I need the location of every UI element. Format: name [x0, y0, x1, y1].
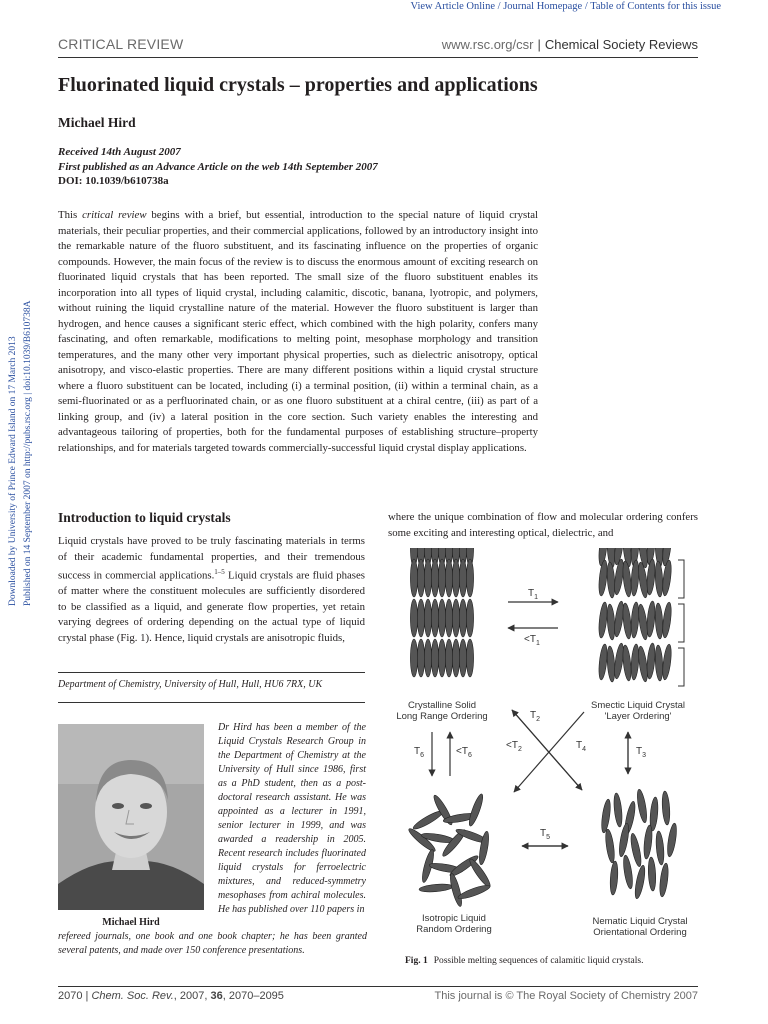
article-author: Michael Hird [58, 115, 136, 130]
nematic-label-2: Orientational Ordering [593, 927, 687, 938]
journal-header [442, 37, 698, 52]
layer-brackets [678, 560, 684, 686]
nematic-illustration [600, 789, 678, 900]
intro-text-a: Liquid crystals have proved to be truly fascinating materials in terms of their academic fundamental properties, and their tremendous success in commercial applications. [58, 535, 365, 582]
footer-volume: 36 [210, 990, 223, 1002]
smectic-label-2: 'Layer Ordering' [604, 711, 672, 722]
section-label: CRITICAL REVIEW [58, 36, 184, 52]
received-date: Received 14th August 2007 [58, 146, 181, 158]
page-number: 2070 [58, 990, 83, 1002]
affiliation: Department of Chemistry, University of Hull, Hull, HU6 7RX, UK [58, 679, 323, 690]
footer-rule [58, 986, 698, 987]
t4-label: $T_4$ [576, 740, 587, 753]
smectic-label-1: Smectic Liquid Crystal [591, 700, 685, 711]
footer-copyright: This journal is © The Royal Society of Chemistry 2007 [434, 990, 698, 1002]
affiliation-rule-bottom [58, 702, 365, 703]
journal-url[interactable]: www.rsc.org/csr [441, 37, 534, 52]
lt6-label: $<T_6$ [456, 746, 472, 759]
author-photo [58, 724, 204, 910]
article-title: Fluorinated liquid crystals – properties and applications [58, 74, 538, 96]
lt2-label: $<T_2$ [506, 740, 522, 753]
link-separator: / [495, 1, 504, 12]
footer-separator: | [85, 990, 89, 1002]
nematic-label-1: Nematic Liquid Crystal [592, 916, 688, 927]
header-rule [58, 57, 698, 58]
author-bio: Dr Hird has been a member of the Liquid Crystals Research Group in the Department of Chemistry at the University of Hull since 1986, first as a PhD student, then as a post-doctoral research assistant. He was appointed as a lecturer in 1991, senior lecturer in 1999, and was awarded a readership in 2005. Recent research includes fluorinated liquid crystals for ferroelectric mixtures, and reduced-symmetry mesophases from achiral molecules. He has published over 110 papers in [218, 722, 366, 915]
doi[interactable]: DOI: 10.1039/b610738a [58, 175, 169, 187]
crystalline-label-2: Long Range Ordering [396, 711, 488, 722]
figure-caption [405, 956, 643, 966]
link-separator: / [582, 1, 591, 12]
abstract-emphasis: critical review [82, 209, 147, 221]
top-links [411, 1, 722, 12]
t3-label: $T_3$ [636, 746, 647, 759]
abstract-text: begins with a brief, but essential, introduction to the special nature of liquid crystal materials, their peculiar properties, and their commercial applications, followed by an introductory insight into the remarkable nature of the fluoro substituent, and its fascinating influence on the properties of organic compounds. However, the main focus of the review is to discuss the enormous amount of exciting research on fluorinated liquid crystals that has been reported. The small size of the fluoro substituent enables its incorporation into all types of liquid crystal, including calamitic, discotic, banana, lyotropic, and polymers, without ruining the liquid crystalline nature of the material. However the fluoro substituent is larger than hydrogen, and hence causes a significant steric effect, which combined with the high polarity, confers many fascinating, and often remarkable, modifications to melting point, mesophase morphology and transition temperatures, and the many other very important physical properties, such as dielectric anisotropy, optical anisotropy, and visco-elastic properties. There are many different positions within a liquid crystal structure where a fluoro substituent can be located, including (i) a terminal position, (ii) within a terminal chain, as a semi-fluorinated or as a perfluorinated chain, or as one fluoro substituent at a chiral centre, (iii) as part of a linking group, and (iv) a lateral position in the core section. Such variety enables the interesting and advantageous tailoring of properties, both for the fundamental purposes of establishing structure–property relationships, and for materials targeted towards commercially-successful liquid crystal display applications. [58, 209, 538, 454]
intro-text [58, 534, 365, 646]
journal-home-link[interactable]: Journal Homepage [503, 1, 583, 12]
affiliation-rule-top [58, 672, 365, 673]
header-separator: | [537, 37, 541, 52]
crystalline-solid-illustration [410, 548, 473, 677]
intro-ref[interactable]: 1–5 [214, 568, 225, 576]
footer-journal: Chem. Soc. Rev. [91, 990, 174, 1002]
figure-1 [388, 548, 700, 950]
intro-continued: where the unique combination of flow and molecular ordering confers some exciting and interesting optical, dielectric, and [388, 511, 698, 539]
figure-label: Fig. 1 [405, 956, 428, 966]
t6-label: $T_6$ [414, 746, 425, 759]
toc-link[interactable]: Table of Contents for this issue [590, 1, 721, 12]
footer-year: , 2007, [173, 990, 211, 1002]
t2-label: $T_2$ [530, 710, 541, 723]
author-bio-continued: refereed journals, one book and one book chapter; he has been granted several patents, and made over 150 conference presentations. [58, 931, 367, 956]
footer-pages: , 2070–2095 [222, 990, 284, 1002]
downloaded-notice[interactable]: Downloaded by University of Prince Edward Island on 17 March 2013 [8, 336, 18, 606]
t5-label: $T_5$ [540, 828, 551, 841]
crystalline-label-1: Crystalline Solid [407, 700, 477, 711]
view-online-link[interactable]: View Article Online [410, 1, 496, 12]
isotropic-label-2: Random Ordering [416, 924, 492, 935]
footer-citation [58, 990, 284, 1002]
isotropic-label-1: Isotropic Liquid [422, 913, 486, 924]
journal-name: Chemical Society Reviews [544, 37, 698, 52]
article-dates [58, 145, 378, 189]
intro-text-b: Liquid crystals are fluid phases of matter where the constituent molecules are sufficiently disordered to be classified as a liquid, and generate flow properties, yet retain varying degrees of ordering depending on the actual type of liquid crystal phase (Fig. 1). Hence, liquid crystals are anisotropic fluids, [58, 569, 365, 644]
photo-caption: Michael Hird [102, 917, 160, 928]
t1-label: $T_1$ [528, 588, 539, 601]
abstract [58, 208, 538, 456]
download-sidebar [6, 250, 40, 610]
intro-heading: Introduction to liquid crystals [58, 510, 231, 525]
published-notice[interactable]: Published on 14 September 2007 on http://pubs.rsc.org | doi:10.1039/B610738A [23, 300, 33, 606]
smectic-illustration [598, 548, 673, 682]
figure-caption-text: Possible melting sequences of calamitic liquid crystals. [433, 956, 644, 966]
isotropic-illustration [407, 793, 493, 908]
abstract-lead: This [58, 209, 83, 221]
published-date: First published as an Advance Article on the web 14th September 2007 [58, 160, 378, 173]
lt1-label: $<T_1$ [524, 634, 540, 647]
